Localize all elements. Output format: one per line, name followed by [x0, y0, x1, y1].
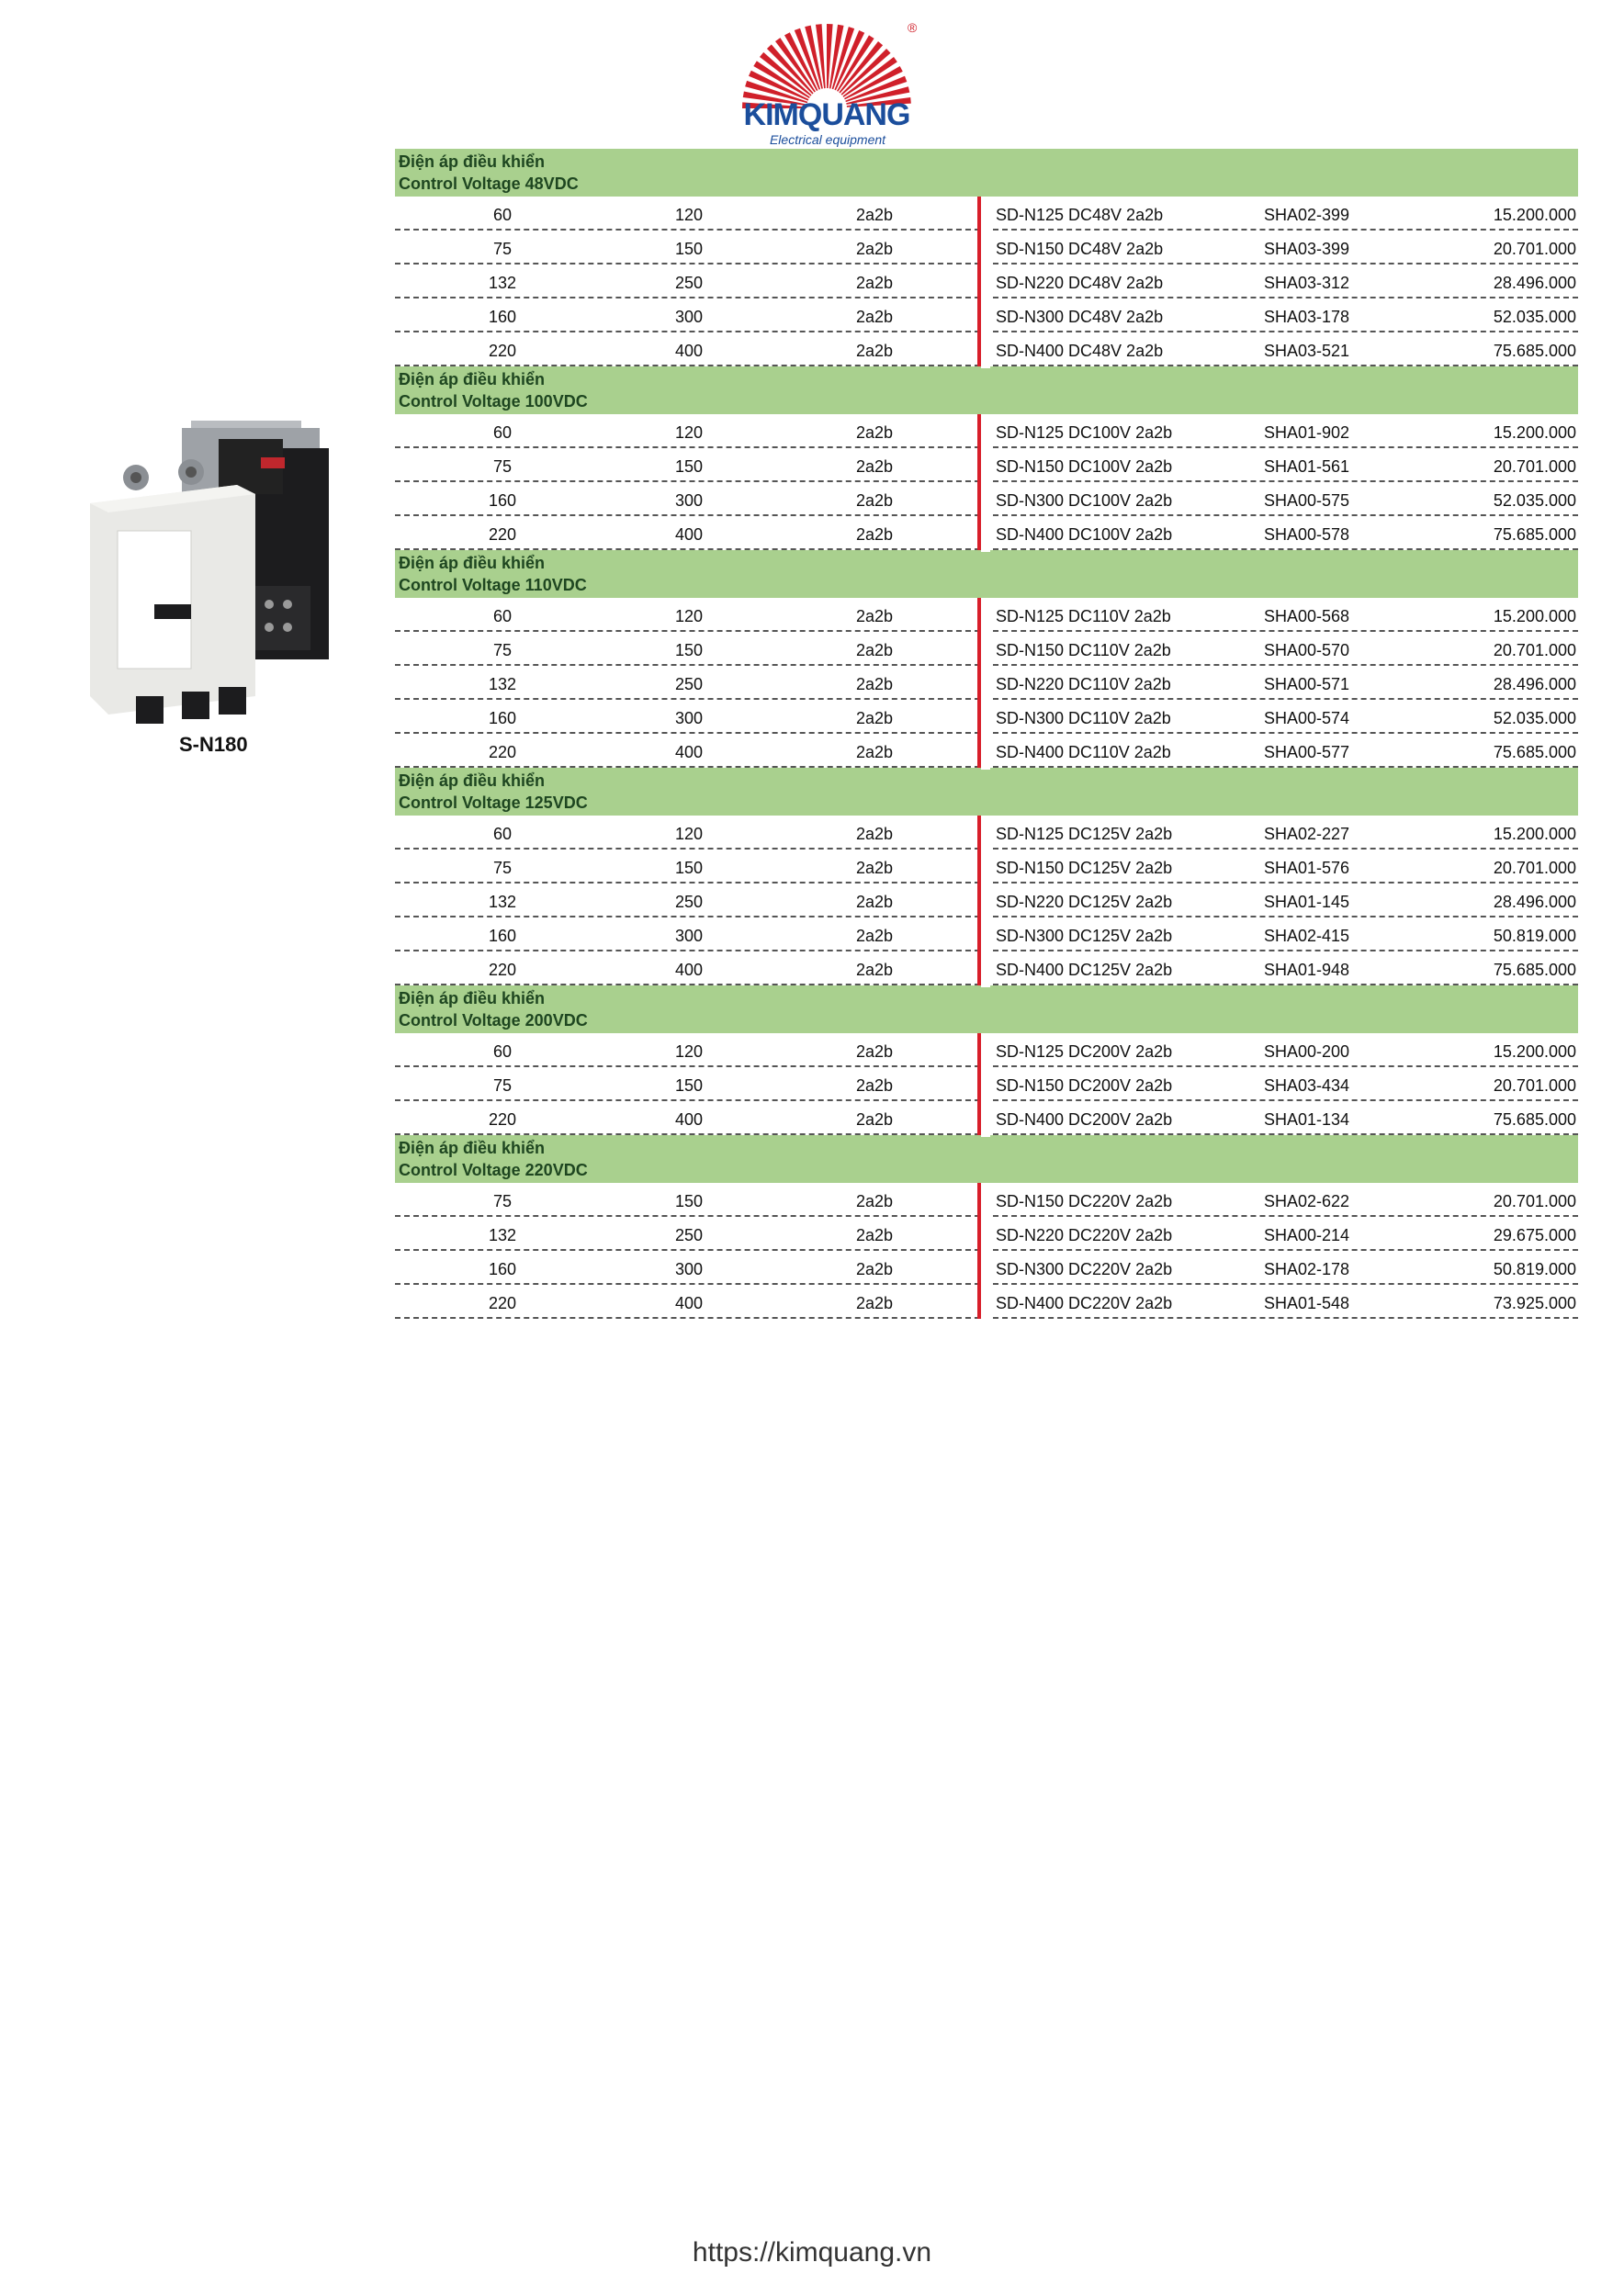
section-title-vi: Điện áp điều khiển [399, 989, 546, 1007]
product-code-cell: SHA02-399 [1264, 206, 1350, 224]
amp-cell: 150 [674, 641, 704, 659]
kw-cell: 160 [488, 1260, 517, 1278]
aux-contact-cell: 2a2b [855, 308, 894, 326]
red-column-divider [977, 632, 981, 666]
product-code-cell: SHA00-571 [1264, 675, 1350, 693]
model-cell: SD-N125 DC100V 2a2b [996, 423, 1173, 442]
kw-cell: 60 [492, 1042, 513, 1061]
table-row [395, 917, 1578, 951]
aux-contact-cell: 2a2b [855, 893, 894, 911]
product-code-cell: SHA00-570 [1264, 641, 1350, 659]
model-cell: SD-N150 DC48V 2a2b [996, 240, 1164, 258]
model-cell: SD-N125 DC48V 2a2b [996, 206, 1164, 224]
column-gap [981, 734, 990, 770]
model-cell: SD-N150 DC110V 2a2b [996, 641, 1171, 659]
price-cell: 15.200.000 [1493, 825, 1576, 843]
model-cell: SD-N300 DC125V 2a2b [996, 927, 1173, 945]
model-cell: SD-N220 DC48V 2a2b [996, 274, 1164, 292]
product-code-cell: SHA01-561 [1264, 457, 1350, 476]
product-code-cell: SHA01-548 [1264, 1294, 1350, 1312]
column-gap [981, 298, 990, 334]
column-gap [981, 231, 990, 266]
table-row [395, 516, 1578, 550]
aux-contact-cell: 2a2b [855, 240, 894, 258]
price-cell: 15.200.000 [1493, 206, 1576, 224]
voltage-section [395, 550, 1578, 768]
section-title-en: Control Voltage 48VDC [399, 174, 579, 193]
kw-cell: 132 [488, 274, 517, 292]
section-header [395, 985, 1578, 1033]
price-cell: 20.701.000 [1493, 1076, 1576, 1095]
aux-contact-cell: 2a2b [855, 709, 894, 727]
amp-cell: 150 [674, 240, 704, 258]
logo-tagline: Electrical equipment [769, 132, 886, 147]
column-gap [981, 516, 990, 552]
amp-cell: 300 [674, 491, 704, 510]
amp-cell: 120 [674, 825, 704, 843]
price-cell: 75.685.000 [1493, 525, 1576, 544]
section-title-en: Control Voltage 200VDC [399, 1011, 588, 1030]
price-cell: 52.035.000 [1493, 491, 1576, 510]
price-cell: 15.200.000 [1493, 607, 1576, 625]
table-row [395, 1285, 1578, 1319]
kw-cell: 160 [488, 927, 517, 945]
amp-cell: 120 [674, 607, 704, 625]
amp-cell: 250 [674, 274, 704, 292]
red-column-divider [977, 516, 981, 550]
price-cell: 20.701.000 [1493, 457, 1576, 476]
column-gap [981, 482, 990, 518]
amp-cell: 150 [674, 1192, 704, 1210]
column-gap [981, 332, 990, 368]
red-column-divider [977, 1285, 981, 1319]
price-cell: 28.496.000 [1493, 274, 1576, 292]
aux-contact-cell: 2a2b [855, 607, 894, 625]
aux-contact-cell: 2a2b [855, 457, 894, 476]
red-column-divider [977, 414, 981, 448]
kw-cell: 75 [492, 859, 513, 877]
product-code-cell: SHA00-574 [1264, 709, 1350, 727]
red-column-divider [977, 298, 981, 332]
kw-cell: 220 [488, 342, 517, 360]
kw-cell: 220 [488, 1294, 517, 1312]
product-code-cell: SHA00-214 [1264, 1226, 1350, 1244]
amp-cell: 400 [674, 1294, 704, 1312]
kw-cell: 220 [488, 525, 517, 544]
amp-cell: 150 [674, 1076, 704, 1095]
red-column-divider [977, 1217, 981, 1251]
section-title-en: Control Voltage 220VDC [399, 1161, 588, 1179]
table-row [395, 951, 1578, 985]
section-header [395, 149, 1578, 197]
model-cell: SD-N125 DC110V 2a2b [996, 607, 1171, 625]
table-row [395, 632, 1578, 666]
kw-cell: 75 [492, 1076, 513, 1095]
aux-contact-cell: 2a2b [855, 1042, 894, 1061]
price-cell: 75.685.000 [1493, 1110, 1576, 1129]
aux-contact-cell: 2a2b [855, 1192, 894, 1210]
aux-contact-cell: 2a2b [855, 1226, 894, 1244]
price-cell: 50.819.000 [1493, 1260, 1576, 1278]
product-code-cell: SHA00-200 [1264, 1042, 1350, 1061]
kw-cell: 160 [488, 709, 517, 727]
aux-contact-cell: 2a2b [855, 675, 894, 693]
table-row [395, 1033, 1578, 1067]
price-cell: 20.701.000 [1493, 859, 1576, 877]
section-title-vi: Điện áp điều khiển [399, 554, 546, 572]
kimquang-logo [735, 17, 919, 145]
price-cell: 15.200.000 [1493, 423, 1576, 442]
column-gap [981, 414, 990, 450]
column-gap [981, 1217, 990, 1253]
red-column-divider [977, 1183, 981, 1217]
red-column-divider [977, 816, 981, 850]
red-column-divider [977, 917, 981, 951]
table-row [395, 231, 1578, 264]
model-cell: SD-N220 DC110V 2a2b [996, 675, 1171, 693]
red-column-divider [977, 666, 981, 700]
voltage-section [395, 768, 1578, 985]
kw-cell: 160 [488, 308, 517, 326]
model-cell: SD-N400 DC100V 2a2b [996, 525, 1173, 544]
product-label: S-N180 [179, 733, 248, 756]
amp-cell: 150 [674, 457, 704, 476]
column-gap [981, 264, 990, 300]
column-gap [981, 632, 990, 668]
section-title-en: Control Voltage 100VDC [399, 392, 588, 411]
aux-contact-cell: 2a2b [855, 342, 894, 360]
section-header [395, 550, 1578, 598]
amp-cell: 250 [674, 893, 704, 911]
voltage-section [395, 149, 1578, 366]
price-cell: 75.685.000 [1493, 342, 1576, 360]
aux-contact-cell: 2a2b [855, 525, 894, 544]
voltage-section [395, 366, 1578, 550]
column-gap [981, 1285, 990, 1321]
footer-url[interactable]: https://kimquang.vn [692, 2237, 932, 2268]
amp-cell: 400 [674, 342, 704, 360]
table-row [395, 816, 1578, 850]
table-row [395, 197, 1578, 231]
price-table [395, 149, 1578, 1319]
model-cell: SD-N150 DC220V 2a2b [996, 1192, 1173, 1210]
price-cell: 15.200.000 [1493, 1042, 1576, 1061]
amp-cell: 120 [674, 423, 704, 442]
column-gap [981, 1183, 990, 1219]
red-column-divider [977, 332, 981, 366]
amp-cell: 120 [674, 1042, 704, 1061]
section-title-en: Control Voltage 125VDC [399, 793, 588, 812]
product-code-cell: SHA03-434 [1264, 1076, 1350, 1095]
model-cell: SD-N150 DC200V 2a2b [996, 1076, 1173, 1095]
section-title-en: Control Voltage 110VDC [399, 576, 587, 594]
logo-name: KIMQUANG [743, 97, 910, 132]
sunburst-logo-icon [735, 17, 919, 108]
table-row [395, 482, 1578, 516]
model-cell: SD-N400 DC110V 2a2b [996, 743, 1171, 761]
column-gap [981, 1067, 990, 1103]
product-code-cell: SHA01-576 [1264, 859, 1350, 877]
model-cell: SD-N125 DC125V 2a2b [996, 825, 1173, 843]
aux-contact-cell: 2a2b [855, 743, 894, 761]
price-cell: 75.685.000 [1493, 743, 1576, 761]
model-cell: SD-N400 DC200V 2a2b [996, 1110, 1173, 1129]
model-cell: SD-N300 DC110V 2a2b [996, 709, 1171, 727]
column-gap [981, 700, 990, 736]
table-row [395, 264, 1578, 298]
aux-contact-cell: 2a2b [855, 491, 894, 510]
red-column-divider [977, 598, 981, 632]
price-cell: 52.035.000 [1493, 308, 1576, 326]
aux-contact-cell: 2a2b [855, 1076, 894, 1095]
contactor-product-image [81, 421, 356, 733]
kw-cell: 60 [492, 825, 513, 843]
amp-cell: 150 [674, 859, 704, 877]
amp-cell: 400 [674, 743, 704, 761]
model-cell: SD-N300 DC48V 2a2b [996, 308, 1164, 326]
price-cell: 29.675.000 [1493, 1226, 1576, 1244]
product-code-cell: SHA01-948 [1264, 961, 1350, 979]
table-row [395, 598, 1578, 632]
kw-cell: 220 [488, 743, 517, 761]
product-code-cell: SHA02-622 [1264, 1192, 1350, 1210]
voltage-section [395, 1135, 1578, 1319]
table-row [395, 298, 1578, 332]
red-column-divider [977, 700, 981, 734]
amp-cell: 300 [674, 927, 704, 945]
product-code-cell: SHA00-575 [1264, 491, 1350, 510]
model-cell: SD-N125 DC200V 2a2b [996, 1042, 1173, 1061]
product-code-cell: SHA02-227 [1264, 825, 1350, 843]
amp-cell: 300 [674, 308, 704, 326]
model-cell: SD-N220 DC220V 2a2b [996, 1226, 1173, 1244]
contactor-icon [81, 421, 356, 733]
amp-cell: 120 [674, 206, 704, 224]
red-column-divider [977, 884, 981, 917]
aux-contact-cell: 2a2b [855, 1260, 894, 1278]
product-code-cell: SHA03-178 [1264, 308, 1350, 326]
aux-contact-cell: 2a2b [855, 859, 894, 877]
table-row [395, 414, 1578, 448]
red-column-divider [977, 264, 981, 298]
product-code-cell: SHA00-568 [1264, 607, 1350, 625]
column-gap [981, 951, 990, 987]
kw-cell: 132 [488, 675, 517, 693]
table-row [395, 700, 1578, 734]
section-header [395, 768, 1578, 816]
table-row [395, 1217, 1578, 1251]
section-header [395, 1135, 1578, 1183]
model-cell: SD-N400 DC125V 2a2b [996, 961, 1173, 979]
price-cell: 75.685.000 [1493, 961, 1576, 979]
amp-cell: 400 [674, 1110, 704, 1129]
table-row [395, 884, 1578, 917]
table-row [395, 850, 1578, 884]
model-cell: SD-N220 DC125V 2a2b [996, 893, 1173, 911]
kw-cell: 75 [492, 457, 513, 476]
kw-cell: 60 [492, 423, 513, 442]
amp-cell: 400 [674, 525, 704, 544]
kw-cell: 220 [488, 1110, 517, 1129]
table-row [395, 734, 1578, 768]
section-title-vi: Điện áp điều khiển [399, 1139, 546, 1157]
column-gap [981, 666, 990, 702]
model-cell: SD-N400 DC48V 2a2b [996, 342, 1164, 360]
column-gap [981, 197, 990, 232]
column-gap [981, 917, 990, 953]
column-gap [981, 1101, 990, 1137]
product-code-cell: SHA02-415 [1264, 927, 1350, 945]
red-column-divider [977, 1067, 981, 1101]
section-title-vi: Điện áp điều khiển [399, 771, 546, 790]
red-column-divider [977, 1101, 981, 1135]
red-column-divider [977, 448, 981, 482]
price-cell: 20.701.000 [1493, 240, 1576, 258]
product-code-cell: SHA03-312 [1264, 274, 1350, 292]
price-cell: 50.819.000 [1493, 927, 1576, 945]
aux-contact-cell: 2a2b [855, 1294, 894, 1312]
red-column-divider [977, 482, 981, 516]
kw-cell: 75 [492, 240, 513, 258]
column-gap [981, 850, 990, 885]
aux-contact-cell: 2a2b [855, 641, 894, 659]
product-code-cell: SHA00-577 [1264, 743, 1350, 761]
price-cell: 73.925.000 [1493, 1294, 1576, 1312]
model-cell: SD-N400 DC220V 2a2b [996, 1294, 1173, 1312]
red-column-divider [977, 1251, 981, 1285]
table-row [395, 1183, 1578, 1217]
kw-cell: 160 [488, 491, 517, 510]
product-code-cell: SHA02-178 [1264, 1260, 1350, 1278]
model-cell: SD-N300 DC100V 2a2b [996, 491, 1173, 510]
product-code-cell: SHA01-134 [1264, 1110, 1350, 1129]
column-gap [981, 884, 990, 919]
aux-contact-cell: 2a2b [855, 206, 894, 224]
kw-cell: 220 [488, 961, 517, 979]
aux-contact-cell: 2a2b [855, 423, 894, 442]
red-column-divider [977, 197, 981, 231]
table-row [395, 448, 1578, 482]
table-row [395, 332, 1578, 366]
price-cell: 20.701.000 [1493, 1192, 1576, 1210]
price-cell: 52.035.000 [1493, 709, 1576, 727]
model-cell: SD-N150 DC100V 2a2b [996, 457, 1173, 476]
model-cell: SD-N150 DC125V 2a2b [996, 859, 1173, 877]
product-code-cell: SHA01-902 [1264, 423, 1350, 442]
aux-contact-cell: 2a2b [855, 1110, 894, 1129]
aux-contact-cell: 2a2b [855, 825, 894, 843]
price-cell: 20.701.000 [1493, 641, 1576, 659]
product-code-cell: SHA00-578 [1264, 525, 1350, 544]
column-gap [981, 448, 990, 484]
table-row [395, 1067, 1578, 1101]
amp-cell: 400 [674, 961, 704, 979]
aux-contact-cell: 2a2b [855, 961, 894, 979]
red-column-divider [977, 951, 981, 985]
red-column-divider [977, 231, 981, 264]
amp-cell: 250 [674, 1226, 704, 1244]
kw-cell: 75 [492, 1192, 513, 1210]
column-gap [981, 816, 990, 851]
table-row [395, 666, 1578, 700]
amp-cell: 250 [674, 675, 704, 693]
model-cell: SD-N300 DC220V 2a2b [996, 1260, 1173, 1278]
table-row [395, 1251, 1578, 1285]
kw-cell: 60 [492, 206, 513, 224]
column-gap [981, 598, 990, 634]
product-code-cell: SHA03-399 [1264, 240, 1350, 258]
column-gap [981, 1033, 990, 1069]
voltage-section [395, 985, 1578, 1135]
section-title-vi: Điện áp điều khiển [399, 152, 546, 171]
section-header [395, 366, 1578, 414]
aux-contact-cell: 2a2b [855, 274, 894, 292]
table-row [395, 1101, 1578, 1135]
column-gap [981, 1251, 990, 1287]
red-column-divider [977, 850, 981, 884]
red-column-divider [977, 734, 981, 768]
section-title-vi: Điện áp điều khiển [399, 370, 546, 388]
amp-cell: 300 [674, 709, 704, 727]
red-column-divider [977, 1033, 981, 1067]
product-code-cell: SHA03-521 [1264, 342, 1350, 360]
price-cell: 28.496.000 [1493, 893, 1576, 911]
amp-cell: 300 [674, 1260, 704, 1278]
price-cell: 28.496.000 [1493, 675, 1576, 693]
kw-cell: 60 [492, 607, 513, 625]
kw-cell: 132 [488, 1226, 517, 1244]
kw-cell: 75 [492, 641, 513, 659]
kw-cell: 132 [488, 893, 517, 911]
registered-mark: ® [908, 20, 918, 35]
aux-contact-cell: 2a2b [855, 927, 894, 945]
product-code-cell: SHA01-145 [1264, 893, 1350, 911]
